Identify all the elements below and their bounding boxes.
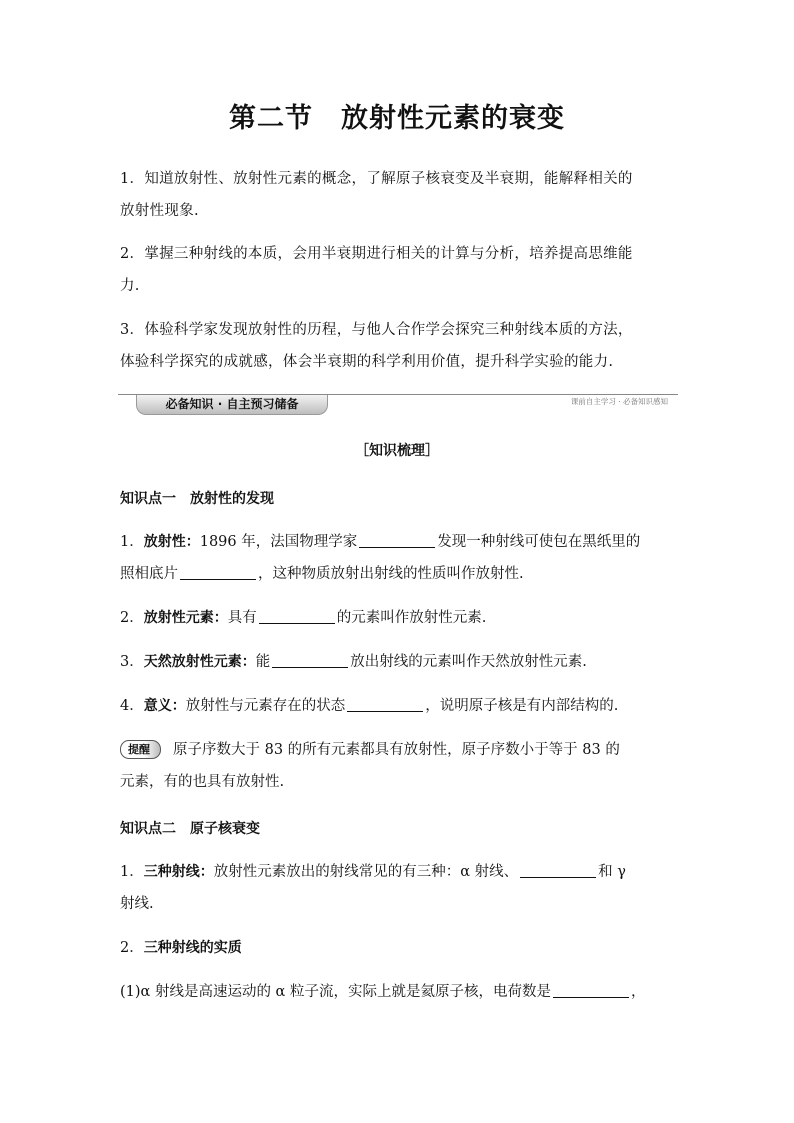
item-term: 意义：	[143, 698, 186, 714]
section-banner	[118, 392, 678, 414]
kp1-item-4	[120, 690, 680, 722]
fill-blank[interactable]	[259, 609, 335, 624]
item-text-cont: 射线.	[120, 896, 154, 912]
objective-3	[120, 314, 680, 378]
tip-text-cont: 元素，有的也具有放射性.	[120, 774, 285, 790]
objective-1	[120, 163, 680, 227]
objective-num: 3．	[120, 322, 145, 338]
knowledge-point-1-heading: 知识点一 放射性的发现	[120, 491, 274, 507]
item-term: 三种射线的实质	[143, 940, 242, 956]
objective-text: 知道放射性、放射性元素的概念，了解原子核衰变及半衰期，能解释相关的	[144, 171, 633, 187]
kp2-item-3	[120, 976, 680, 1008]
fill-blank[interactable]	[520, 863, 596, 878]
banner-label: 必备知识 · 自主预习储备	[136, 395, 328, 415]
objective-text: 掌握三种射线的本质，会用半衰期进行相关的计算与分析，培养提高思维能	[144, 246, 633, 262]
item-term: 放射性：	[143, 534, 200, 550]
objective-num: 2．	[120, 246, 145, 262]
title-topic: 放射性元素的衰变	[341, 103, 565, 134]
item-num: 2．	[120, 940, 144, 956]
item-term: 放射性元素：	[143, 610, 228, 626]
item-text: 照相底片	[120, 566, 178, 582]
item-text: (1)α 射线是高速运动的 α 粒子流，实际上就是氦原子核，电荷数是	[120, 984, 551, 1000]
fill-blank[interactable]	[272, 653, 348, 668]
objective-2	[120, 238, 680, 302]
fill-blank[interactable]	[347, 697, 423, 712]
kp2-item-1	[120, 856, 680, 920]
kp1-item-2	[120, 602, 680, 634]
fill-blank[interactable]	[553, 983, 629, 998]
item-text: 放射性与元素存在的状态	[185, 698, 346, 714]
item-text: 放射性元素放出的射线常见的有三种：α 射线、	[213, 864, 519, 880]
item-text: ，	[630, 984, 646, 1000]
objective-text-cont: 力.	[120, 278, 140, 294]
item-num: 1．	[120, 534, 144, 550]
kp2-item-2	[120, 932, 680, 964]
kp1-item-3	[120, 646, 680, 678]
objective-num: 1．	[120, 171, 145, 187]
item-text: ，这种物质放射出射线的性质叫作放射性.	[258, 566, 524, 582]
item-text: 1896 年，法国物理学家	[199, 534, 358, 550]
fill-blank[interactable]	[359, 533, 435, 548]
item-term: 天然放射性元素：	[143, 654, 256, 670]
page-title	[0, 96, 794, 135]
kp1-item-1	[120, 526, 680, 590]
objective-text-cont: 体验科学探究的成就感，体会半衰期的科学利用价值，提升科学实验的能力.	[120, 354, 614, 370]
item-text: 发现一种射线可使包在黑纸里的	[437, 534, 641, 550]
item-text: 放出射线的元素叫作天然放射性元素.	[350, 654, 587, 670]
item-text: 能	[255, 654, 271, 670]
item-num: 1．	[120, 864, 144, 880]
objective-text-cont: 放射性现象.	[120, 203, 199, 219]
item-num: 3．	[120, 654, 144, 670]
item-text: 具有	[227, 610, 257, 626]
tip-note	[120, 734, 680, 798]
banner-subtitle: 课前自主学习 · 必备知识感知	[570, 397, 668, 406]
item-num: 2．	[120, 610, 144, 626]
item-text: 和 γ	[598, 864, 626, 880]
item-text: ，说明原子核是有内部结构的.	[425, 698, 619, 714]
tip-badge: 提醒	[120, 740, 161, 759]
fill-blank[interactable]	[180, 565, 256, 580]
item-num: 4．	[120, 698, 144, 714]
item-text: 的元素叫作放射性元素.	[336, 610, 487, 626]
title-section: 第二节	[229, 103, 313, 134]
knowledge-point-2-heading: 知识点二 原子核衰变	[120, 821, 260, 837]
tip-text: 原子序数大于 83 的所有元素都具有放射性，原子序数小于等于 83 的	[173, 742, 620, 758]
item-term: 三种射线：	[143, 864, 214, 880]
objective-text: 体验科学家发现放射性的历程，与他人合作学会探究三种射线本质的方法，	[144, 322, 633, 338]
section-heading: ［知识梳理］	[355, 443, 439, 459]
